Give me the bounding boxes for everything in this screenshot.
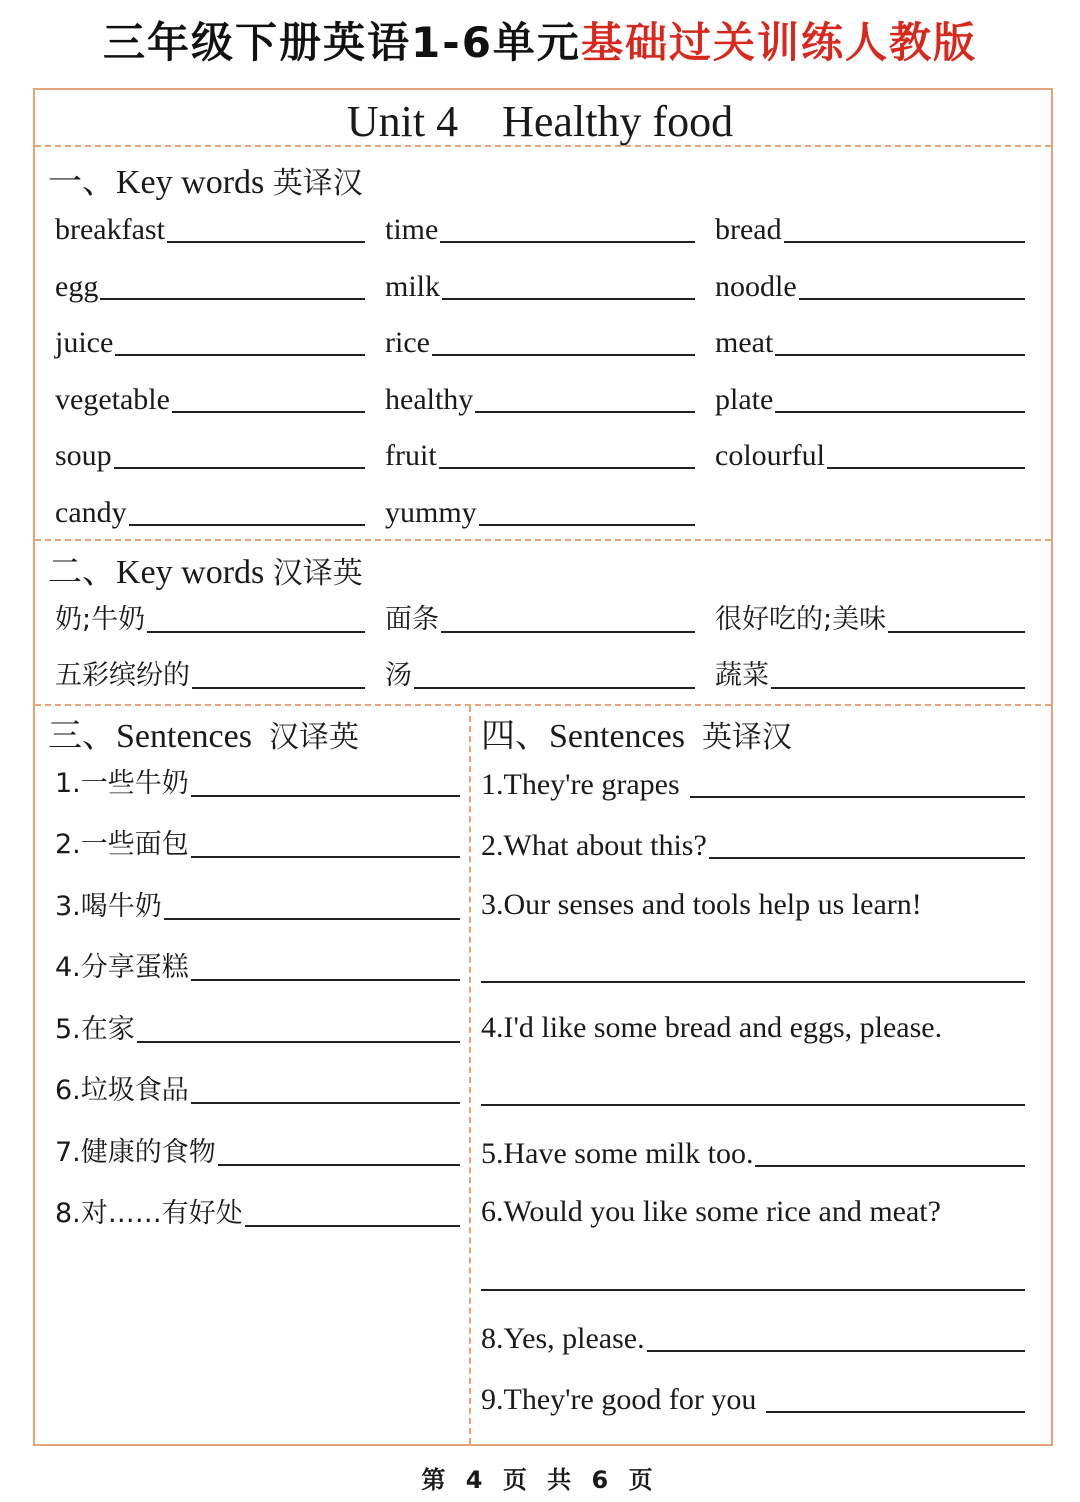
sentence-blank[interactable] [55, 947, 460, 983]
word-blank[interactable] [715, 599, 1025, 635]
unit-title: Unit 4 Healthy food [346, 97, 734, 146]
word-blank[interactable] [385, 599, 695, 635]
word-blank[interactable] [55, 379, 365, 415]
word-label: healthy [385, 383, 474, 416]
word-label: 很好吃的;美味 [715, 604, 887, 635]
answer-line[interactable] [647, 1349, 1025, 1352]
answer-line[interactable] [167, 240, 365, 243]
sentence-label: 5.Have some milk too. [481, 1137, 754, 1170]
answer-line[interactable] [191, 1101, 460, 1104]
answer-line[interactable] [888, 630, 1025, 633]
sentence-label: 4.I'd like some bread and eggs, please. [481, 1011, 943, 1044]
word-blank[interactable] [385, 266, 695, 302]
answer-line[interactable] [192, 686, 365, 689]
word-blank[interactable] [55, 599, 365, 635]
sentence-label: 1.They're grapes [481, 768, 680, 801]
answer-line[interactable] [690, 795, 1025, 798]
word-blank[interactable] [55, 322, 365, 358]
answer-line[interactable] [164, 917, 460, 920]
word-label: time [385, 213, 439, 246]
section3-heading-cn: 汉译英 [268, 720, 359, 755]
answer-line[interactable] [172, 410, 365, 413]
word-blank[interactable] [715, 379, 1025, 415]
word-blank[interactable] [385, 209, 695, 245]
answer-line[interactable] [100, 297, 365, 300]
word-label: 五彩缤纷的 [55, 660, 190, 691]
word-label: candy [55, 496, 127, 529]
word-blank[interactable] [715, 655, 1025, 691]
answer-line[interactable] [115, 353, 365, 356]
answer-line[interactable] [481, 981, 1025, 983]
answer-line[interactable] [481, 1104, 1025, 1106]
word-label: vegetable [55, 383, 170, 416]
title-red-part: 基础过关训练人教版 [580, 18, 977, 67]
word-label: yummy [385, 496, 477, 529]
section3-heading-en: 三、Sentences [48, 718, 269, 755]
section4-heading-cn: 英译汉 [701, 720, 792, 755]
answer-line[interactable] [755, 1164, 1025, 1167]
answer-line[interactable] [441, 630, 695, 633]
answer-line[interactable] [775, 353, 1025, 356]
answer-line[interactable] [439, 466, 695, 469]
word-blank[interactable] [715, 209, 1025, 245]
word-label: 奶;牛奶 [55, 604, 146, 635]
section2-heading [48, 544, 363, 593]
sentence-label: 1.一些牛奶 [55, 768, 189, 799]
answer-line[interactable] [784, 240, 1025, 243]
answer-line[interactable] [137, 1040, 460, 1043]
word-label: 汤 [385, 660, 412, 691]
sentence-blank[interactable] [481, 1133, 1025, 1169]
title-black-part: 三年级下册英语1-6单元 [103, 18, 581, 67]
answer-line[interactable] [191, 794, 460, 797]
sentence-label: 7.健康的食物 [55, 1137, 216, 1168]
answer-line[interactable] [218, 1163, 460, 1166]
word-blank[interactable] [385, 379, 695, 415]
answer-line[interactable] [827, 466, 1025, 469]
word-label: plate [715, 383, 774, 416]
column-divider [469, 706, 471, 1444]
word-label: milk [385, 270, 441, 303]
answer-line[interactable] [147, 630, 365, 633]
section3-heading [48, 708, 359, 757]
sentence-label: 4.分享蛋糕 [55, 952, 189, 983]
answer-line[interactable] [479, 523, 695, 526]
word-label: bread [715, 213, 782, 246]
answer-line[interactable] [414, 686, 695, 689]
page-number: 第 4 页 共 6 页 [421, 1466, 659, 1494]
sentence-label: 2.一些面包 [55, 829, 189, 860]
sentence-label: 3.喝牛奶 [55, 891, 162, 922]
section2-heading-en: 二、Key words [48, 554, 273, 591]
sentence-blank[interactable] [55, 1070, 460, 1106]
sentence-blank[interactable] [55, 886, 460, 922]
sentence-label: 8.Yes, please. [481, 1322, 645, 1355]
section1-heading [48, 154, 363, 203]
divider [35, 145, 1051, 147]
word-blank[interactable] [385, 655, 695, 691]
answer-line[interactable] [442, 297, 695, 300]
sentence-label: 2.What about this? [481, 829, 707, 862]
word-label: rice [385, 326, 430, 359]
section2-heading-cn: 汉译英 [272, 556, 363, 591]
word-blank[interactable] [55, 492, 365, 528]
section1-heading-cn: 英译汉 [272, 166, 363, 201]
word-label: juice [55, 326, 114, 359]
sentence-blank[interactable] [481, 825, 1025, 861]
answer-line[interactable] [191, 855, 460, 858]
sentence-blank[interactable] [481, 764, 1025, 800]
divider [35, 704, 1051, 706]
section4-heading-en: 四、Sentences [481, 718, 702, 755]
answer-line[interactable] [114, 466, 365, 469]
sentence-label: 5.在家 [55, 1014, 135, 1045]
word-label: 面条 [385, 604, 439, 635]
sentence-blank[interactable] [55, 1132, 460, 1168]
word-blank[interactable] [385, 435, 695, 471]
section1-heading-en: 一、Key words [48, 164, 273, 201]
sentence-blank[interactable] [55, 763, 460, 799]
answer-line[interactable] [440, 240, 695, 243]
section4-heading [481, 708, 792, 757]
word-blank[interactable] [715, 435, 1025, 471]
answer-line[interactable] [475, 410, 695, 413]
sentence-blank[interactable] [55, 1193, 460, 1229]
answer-line[interactable] [245, 1224, 460, 1227]
word-blank[interactable] [715, 322, 1025, 358]
word-blank[interactable] [385, 492, 695, 528]
sentence-blank[interactable] [55, 824, 460, 860]
sentence-label: 6.垃圾食品 [55, 1075, 189, 1106]
word-label: meat [715, 326, 774, 359]
answer-line[interactable] [709, 856, 1025, 859]
word-label: egg [55, 270, 99, 303]
answer-line[interactable] [766, 1410, 1025, 1413]
word-label: fruit [385, 439, 437, 472]
word-blank[interactable] [55, 435, 365, 471]
divider [35, 539, 1051, 541]
sentence-label: 9.They're good for you [481, 1383, 757, 1416]
word-label: 蔬菜 [715, 660, 769, 691]
answer-line[interactable] [129, 523, 365, 526]
sentence-blank[interactable] [55, 1009, 460, 1045]
answer-line[interactable] [771, 686, 1025, 689]
word-blank[interactable] [55, 209, 365, 245]
word-blank[interactable] [385, 322, 695, 358]
word-label: colourful [715, 439, 825, 472]
sentence-blank[interactable] [481, 1318, 1025, 1354]
sentence-label: 6.Would you like some rice and meat? [481, 1195, 941, 1228]
answer-line[interactable] [481, 1289, 1025, 1291]
word-label: soup [55, 439, 112, 472]
page-title [0, 10, 1080, 70]
answer-line[interactable] [191, 978, 460, 981]
answer-line[interactable] [432, 353, 695, 356]
word-blank[interactable] [55, 655, 365, 691]
answer-line[interactable] [775, 410, 1025, 413]
sentence-label: 8.对……有好处 [55, 1198, 243, 1229]
word-blank[interactable] [715, 266, 1025, 302]
word-label: breakfast [55, 213, 165, 246]
word-label: noodle [715, 270, 797, 303]
word-blank[interactable] [55, 266, 365, 302]
sentence-blank[interactable] [481, 1379, 1025, 1415]
sentence-label: 3.Our senses and tools help us learn! [481, 888, 922, 921]
answer-line[interactable] [799, 297, 1025, 300]
